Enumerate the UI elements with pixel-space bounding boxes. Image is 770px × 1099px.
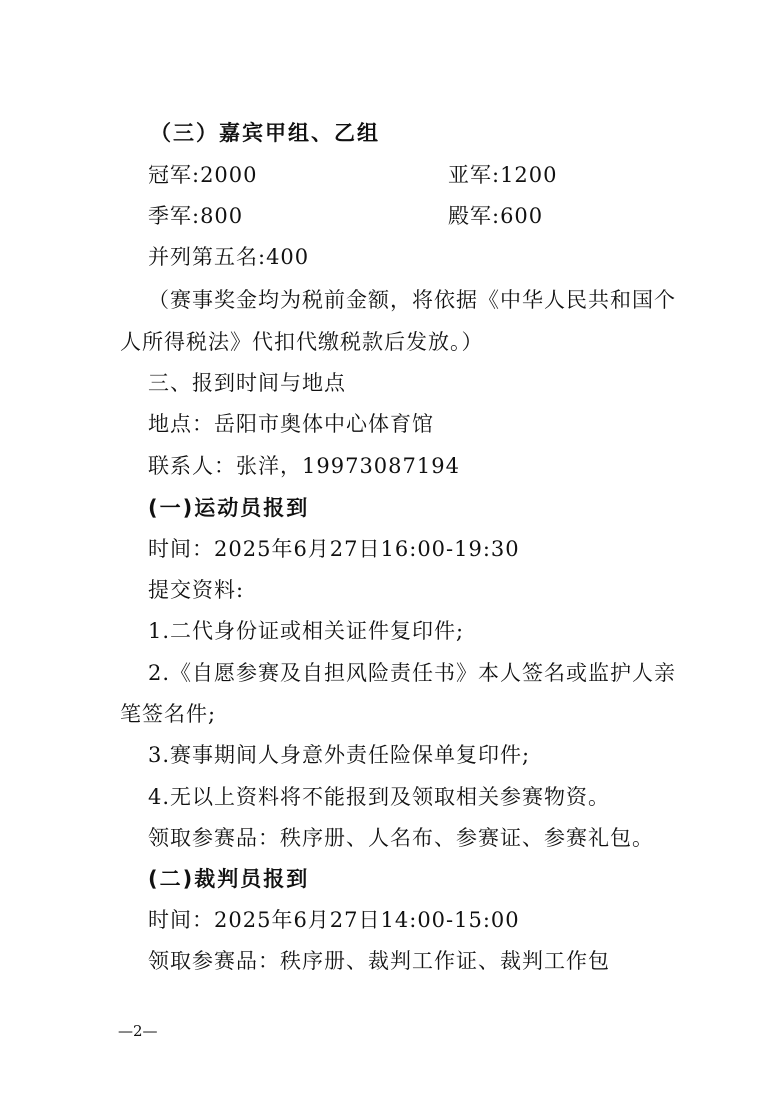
tax-note-line-2: 人所得税法》代扣代缴税款后发放。）	[120, 330, 484, 354]
contact-text: 联系人：张洋，19973087194	[148, 454, 460, 478]
material-item-1: 1.二代身份证或相关证件复印件;	[148, 619, 465, 643]
tax-note-line-1: （赛事奖金均为税前金额，将依据《中华人民共和国个	[148, 288, 676, 312]
fourth-prize: 殿军:600	[448, 204, 544, 228]
prize-row-2	[148, 203, 544, 229]
athlete-report-heading: (一)运动员报到	[148, 496, 310, 520]
athlete-items-text: 领取参赛品：秩序册、人名布、参赛证、参赛礼包。	[148, 826, 654, 850]
report-time-location-heading: 三、报到时间与地点	[148, 371, 346, 395]
referee-report-time: 时间：2025年6月27日14:00-15:00	[148, 908, 520, 932]
submit-materials-label: 提交资料:	[148, 578, 245, 602]
tied-fifth-prize: 并列第五名:400	[148, 245, 310, 269]
prize-row-1	[148, 162, 558, 188]
runner-up-prize: 亚军:1200	[448, 163, 558, 187]
material-item-2-line-1: 2.《自愿参赛及自担风险责任书》本人签名或监护人亲	[148, 661, 677, 685]
third-prize: 季军:800	[148, 204, 244, 228]
guest-group-heading: （三）嘉宾甲组、乙组	[150, 121, 380, 145]
athlete-report-time: 时间：2025年6月27日16:00-19:30	[148, 537, 520, 561]
page-number: —2—	[118, 1022, 158, 1040]
material-item-4: 4.无以上资料将不能报到及领取相关参赛物资。	[148, 785, 611, 809]
location-text: 地点：岳阳市奥体中心体育馆	[148, 412, 434, 436]
champion-prize: 冠军:2000	[148, 163, 258, 187]
referee-report-heading: (二)裁判员报到	[148, 867, 310, 891]
referee-items-text: 领取参赛品：秩序册、裁判工作证、裁判工作包	[148, 949, 610, 973]
material-item-2-line-2: 笔签名件;	[120, 702, 217, 726]
material-item-3: 3.赛事期间人身意外责任险保单复印件;	[148, 743, 531, 767]
